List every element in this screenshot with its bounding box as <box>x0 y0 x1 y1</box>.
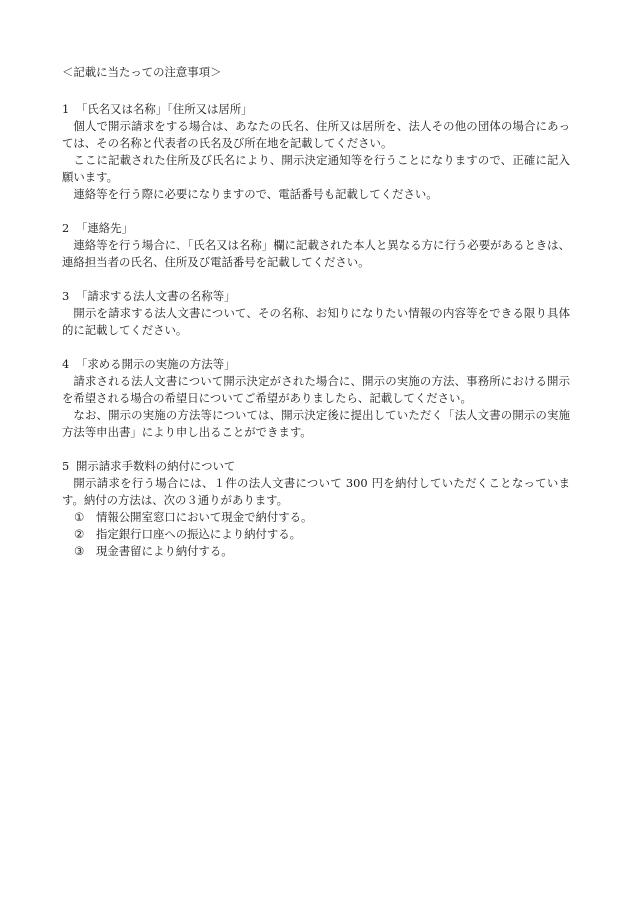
payment-method-text: 指定銀行口座への振込により納付する。 <box>96 527 302 541</box>
list-marker: ③ <box>74 544 85 558</box>
section-number: 5 <box>62 459 70 473</box>
section-requested-documents <box>62 288 570 339</box>
list-marker: ① <box>74 510 85 524</box>
section-contact <box>62 220 570 271</box>
section-name-address <box>62 101 570 203</box>
list-marker: ② <box>74 527 85 541</box>
section-heading-text: 「氏名又は名称」「住所又は居所」 <box>76 102 253 116</box>
section-paragraph: 開示を請求する法人文書について、その名称、お知りになりたい情報の内容等をできる限り具体的に記載してください。 <box>62 306 570 337</box>
section-paragraph: 連絡等を行う際に必要になりますので、電話番号も記載してください。 <box>73 187 438 201</box>
document-title: ＜記載に当たっての注意事項＞ <box>62 65 222 79</box>
section-paragraph: 請求される法人文書について開示決定がされた場合に、開示の実施の方法、事務所における開示を希望される場合の希望日についてご希望がありましたら、記載してください。 <box>62 374 570 405</box>
document-page <box>62 64 570 577</box>
section-heading-text: 開示請求手数料の納付について <box>76 459 236 473</box>
section-heading <box>62 288 570 305</box>
section-paragraph: ここに記載された住所及び氏名により、開示決定通知等を行うことになりますので、正確に記入願います。 <box>62 153 570 184</box>
section-fee-payment <box>62 458 570 560</box>
section-number: 4 <box>62 357 70 371</box>
section-number: 3 <box>62 289 70 303</box>
section-heading <box>62 101 570 118</box>
payment-method-text: 現金書留により納付する。 <box>96 544 233 558</box>
payment-method-item <box>62 526 570 543</box>
payment-method-text: 情報公開室窓口において現金で納付する。 <box>96 510 313 524</box>
section-heading-text: 「連絡先」 <box>76 221 133 235</box>
payment-method-item <box>62 543 570 560</box>
section-heading <box>62 356 570 373</box>
section-paragraph: なお、開示の実施の方法等については、開示決定後に提出していただく「法人文書の開示の実施方法等申出書」により申し出ることができます。 <box>62 408 570 439</box>
section-disclosure-method <box>62 356 570 441</box>
payment-method-list <box>62 509 570 560</box>
section-heading-text: 「求める開示の実施の方法等」 <box>76 357 236 371</box>
section-heading-text: 「請求する法人文書の名称等」 <box>76 289 236 303</box>
section-heading <box>62 220 570 237</box>
section-paragraph: 個人で開示請求をする場合は、あなたの氏名、住所又は居所を、法人その他の団体の場合にあっては、その名称と代表者の氏名及び所在地を記載してください。 <box>62 119 570 150</box>
section-number: 1 <box>62 102 70 116</box>
section-paragraph: 連絡等を行う場合に､「氏名又は名称」欄に記載された本人と異なる方に行う必要があるときは、連絡担当者の氏名、住所及び電話番号を記載してください。 <box>62 238 570 269</box>
section-paragraph: 開示請求を行う場合には、１件の法人文書について 300 円を納付していただくことなっています。納付の方法は、次の３通りがあります。 <box>62 476 570 507</box>
section-heading <box>62 458 570 475</box>
section-number: 2 <box>62 221 70 235</box>
payment-method-item <box>62 509 570 526</box>
